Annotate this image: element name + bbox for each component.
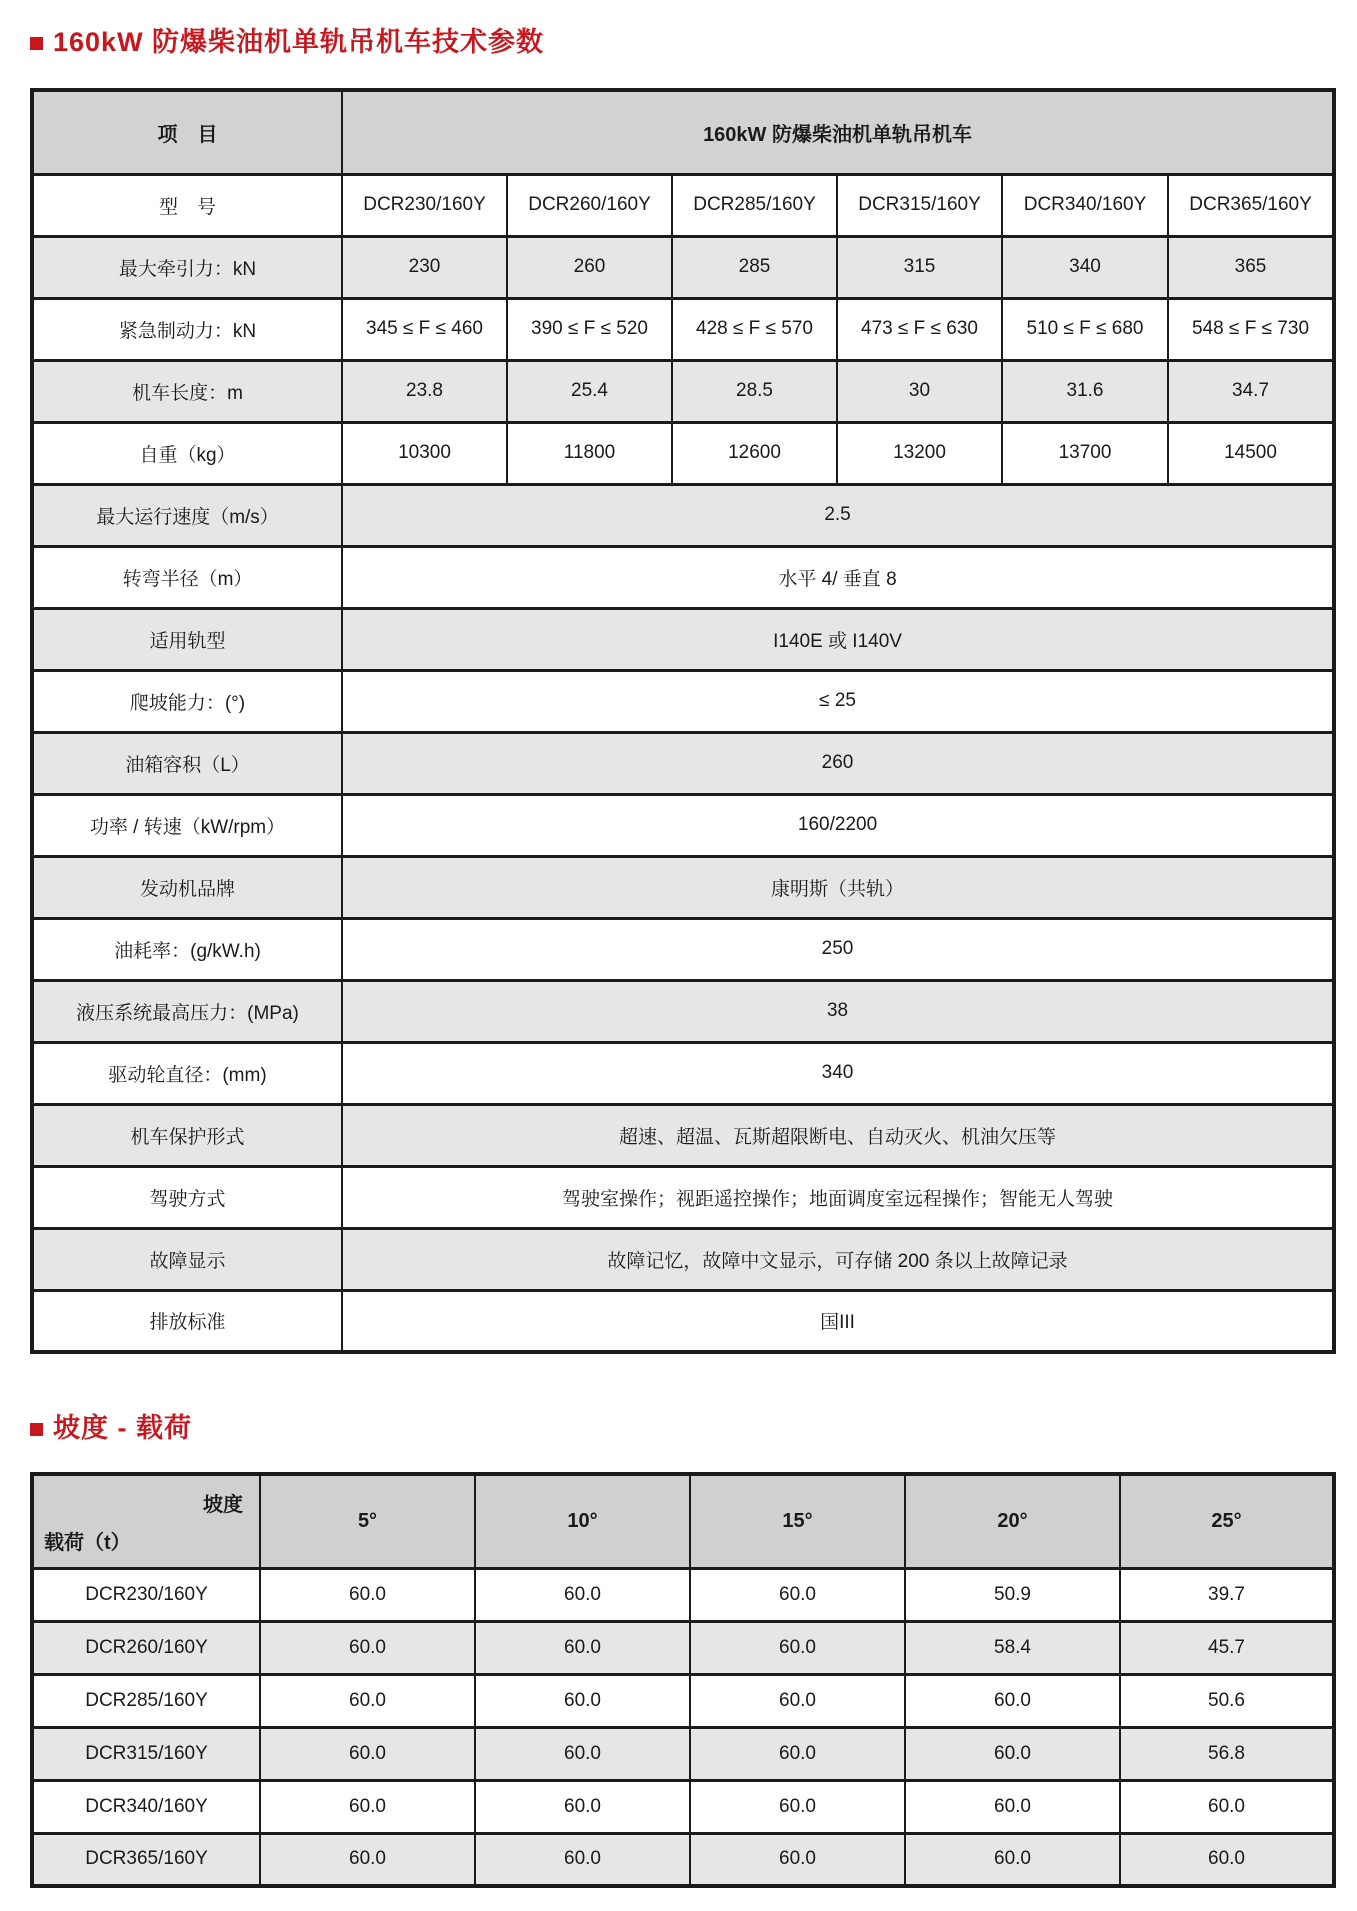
span-value-cell: 国III [342,1290,1334,1352]
spec-row-weight [32,422,1334,484]
value-cell: 34.7 [1168,360,1334,422]
model-label: DCR365/160Y [32,1833,260,1886]
row-label: 驾驶方式 [32,1166,342,1228]
span-value-cell: 水平 4/ 垂直 8 [342,546,1334,608]
row-label: 故障显示 [32,1228,342,1290]
load-value-cell: 60.0 [690,1780,905,1833]
load-row [32,1568,1334,1621]
row-label: 液压系统最高压力：(MPa) [32,980,342,1042]
spec-row-rail-type [32,608,1334,670]
load-value-cell: 60.0 [475,1833,690,1886]
spec-row-emission [32,1290,1334,1352]
value-cell: 30 [837,360,1002,422]
value-cell: 285 [672,236,837,298]
load-row [32,1780,1334,1833]
spec-row-max-speed [32,484,1334,546]
load-value-cell: 60.0 [905,1727,1120,1780]
value-cell: 365 [1168,236,1334,298]
load-value-cell: 60.0 [260,1780,475,1833]
row-label: 适用轨型 [32,608,342,670]
value-cell: 473 ≤ F ≤ 630 [837,298,1002,360]
model-cell: DCR230/160Y [342,174,507,236]
load-value-cell: 60.0 [690,1568,905,1621]
load-value-cell: 60.0 [475,1674,690,1727]
model-label: DCR285/160Y [32,1674,260,1727]
model-cell: DCR285/160Y [672,174,837,236]
load-value-cell: 60.0 [1120,1833,1334,1886]
load-value-cell: 60.0 [260,1833,475,1886]
spec-row-fault-display [32,1228,1334,1290]
row-label: 最大运行速度（m/s） [32,484,342,546]
value-cell: 340 [1002,236,1168,298]
load-value-cell: 60.0 [475,1727,690,1780]
value-cell: 14500 [1168,422,1334,484]
row-label: 自重（kg） [32,422,342,484]
spec-row-drive-wheel [32,1042,1334,1104]
load-value-cell: 60.0 [690,1621,905,1674]
load-row [32,1621,1334,1674]
load-value-cell: 60.0 [260,1727,475,1780]
row-label: 发动机品牌 [32,856,342,918]
angle-header-cell: 5° [260,1474,475,1568]
load-table [30,1472,1336,1888]
spec-row-length [32,360,1334,422]
load-value-cell: 60.0 [260,1621,475,1674]
value-cell: 390 ≤ F ≤ 520 [507,298,672,360]
value-cell: 260 [507,236,672,298]
value-cell: 23.8 [342,360,507,422]
model-label: DCR315/160Y [32,1727,260,1780]
spec-row-driving-mode [32,1166,1334,1228]
value-cell: 13200 [837,422,1002,484]
angle-header-cell: 15° [690,1474,905,1568]
model-label: DCR230/160Y [32,1568,260,1621]
load-value-cell: 60.0 [905,1780,1120,1833]
span-value-cell: 故障记忆，故障中文显示，可存储 200 条以上故障记录 [342,1228,1334,1290]
spec-header-group-cell: 160kW 防爆柴油机单轨吊机车 [342,90,1334,174]
spec-row-model [32,174,1334,236]
spec-row-fuel-rate [32,918,1334,980]
spec-header-row [32,90,1334,174]
value-cell: 10300 [342,422,507,484]
value-cell: 12600 [672,422,837,484]
slope-load-corner-cell [32,1474,260,1568]
row-label: 最大牵引力：kN [32,236,342,298]
model-cell: DCR340/160Y [1002,174,1168,236]
load-value-cell: 60.0 [690,1833,905,1886]
load-header-row [32,1474,1334,1568]
value-cell: 428 ≤ F ≤ 570 [672,298,837,360]
value-cell: 25.4 [507,360,672,422]
corner-load-label: 载荷（t） [44,1531,131,1554]
span-value-cell: 超速、超温、瓦斯超限断电、自动灭火、机油欠压等 [342,1104,1334,1166]
model-cell: DCR315/160Y [837,174,1002,236]
span-value-cell: 160/2200 [342,794,1334,856]
value-cell: 230 [342,236,507,298]
span-value-cell: 康明斯（共轨） [342,856,1334,918]
load-section-title-text: 坡度 - 载荷 [53,1413,192,1443]
span-value-cell: 340 [342,1042,1334,1104]
angle-header-cell: 10° [475,1474,690,1568]
spec-row-braking [32,298,1334,360]
row-label: 型 号 [32,174,342,236]
spec-row-power-rpm [32,794,1334,856]
span-value-cell: 2.5 [342,484,1334,546]
span-value-cell: I140E 或 I140V [342,608,1334,670]
spec-table [30,88,1336,1354]
load-value-cell: 60.0 [1120,1780,1334,1833]
row-label: 功率 / 转速（kW/rpm） [32,794,342,856]
value-cell: 31.6 [1002,360,1168,422]
row-label: 机车保护形式 [32,1104,342,1166]
load-value-cell: 60.0 [475,1568,690,1621]
row-label: 排放标准 [32,1290,342,1352]
model-label: DCR260/160Y [32,1621,260,1674]
spec-row-gradeability [32,670,1334,732]
spec-section-title-text: 160kW 防爆柴油机单轨吊机车技术参数 [53,27,545,57]
value-cell: 11800 [507,422,672,484]
span-value-cell: ≤ 25 [342,670,1334,732]
spec-row-fuel-tank [32,732,1334,794]
load-value-cell: 56.8 [1120,1727,1334,1780]
value-cell: 548 ≤ F ≤ 730 [1168,298,1334,360]
spec-header-item-cell: 项 目 [32,90,342,174]
spec-row-turn-radius [32,546,1334,608]
load-row [32,1727,1334,1780]
load-row [32,1833,1334,1886]
row-label: 油耗率：(g/kW.h) [32,918,342,980]
load-value-cell: 39.7 [1120,1568,1334,1621]
spec-row-engine-brand [32,856,1334,918]
red-square-bullet-icon [30,1423,43,1436]
row-label: 机车长度：m [32,360,342,422]
angle-header-cell: 25° [1120,1474,1334,1568]
load-value-cell: 50.6 [1120,1674,1334,1727]
span-value-cell: 38 [342,980,1334,1042]
load-value-cell: 60.0 [475,1780,690,1833]
row-label: 爬坡能力：(°) [32,670,342,732]
load-value-cell: 60.0 [260,1568,475,1621]
model-cell: DCR365/160Y [1168,174,1334,236]
value-cell: 315 [837,236,1002,298]
corner-slope-label: 坡度 [203,1494,243,1516]
row-label: 转弯半径（m） [32,546,342,608]
load-value-cell: 60.0 [905,1833,1120,1886]
red-square-bullet-icon [30,37,43,50]
load-value-cell: 50.9 [905,1568,1120,1621]
span-value-cell: 260 [342,732,1334,794]
load-value-cell: 45.7 [1120,1621,1334,1674]
load-value-cell: 58.4 [905,1621,1120,1674]
value-cell: 510 ≤ F ≤ 680 [1002,298,1168,360]
spec-row-traction [32,236,1334,298]
load-value-cell: 60.0 [475,1621,690,1674]
load-value-cell: 60.0 [260,1674,475,1727]
load-value-cell: 60.0 [690,1674,905,1727]
load-section-title [30,1412,1332,1444]
value-cell: 345 ≤ F ≤ 460 [342,298,507,360]
row-label: 紧急制动力：kN [32,298,342,360]
span-value-cell: 驾驶室操作；视距遥控操作；地面调度室远程操作；智能无人驾驶 [342,1166,1334,1228]
model-cell: DCR260/160Y [507,174,672,236]
row-label: 驱动轮直径：(mm) [32,1042,342,1104]
load-value-cell: 60.0 [690,1727,905,1780]
value-cell: 13700 [1002,422,1168,484]
spec-row-protection [32,1104,1334,1166]
spec-section-title [30,26,1332,58]
row-label: 油箱容积（L） [32,732,342,794]
value-cell: 28.5 [672,360,837,422]
load-row [32,1674,1334,1727]
spec-row-hydraulic-pressure [32,980,1334,1042]
model-label: DCR340/160Y [32,1780,260,1833]
load-value-cell: 60.0 [905,1674,1120,1727]
span-value-cell: 250 [342,918,1334,980]
angle-header-cell: 20° [905,1474,1120,1568]
